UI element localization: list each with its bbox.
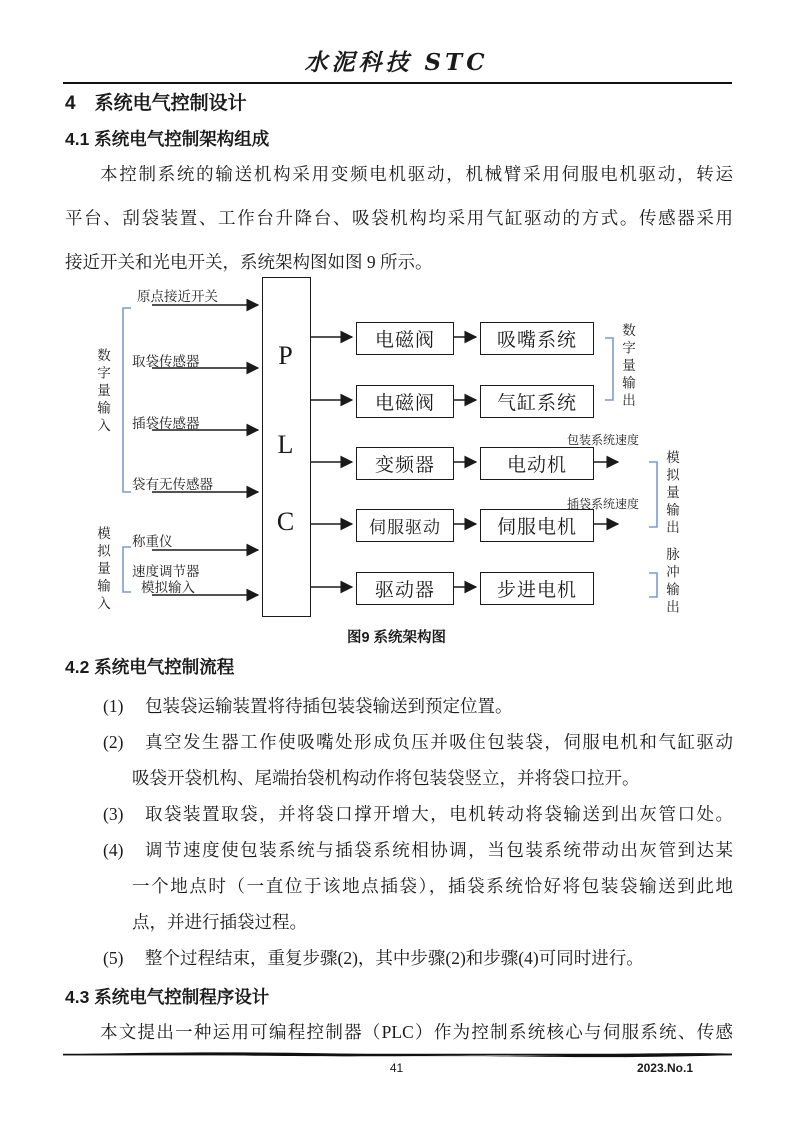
plc-letter-c: C <box>276 507 295 536</box>
section-4-1-heading: 4.1 系统电气控制架构组成 <box>65 129 270 149</box>
step-line <box>65 688 733 724</box>
step-number: (2) <box>103 732 124 752</box>
step-number: (5) <box>103 948 124 968</box>
step-number: (4) <box>103 840 124 860</box>
section-4-2-heading: 4.2 系统电气控制流程 <box>65 657 235 677</box>
section-4-3-heading: 4.3 系统电气控制程序设计 <box>65 987 270 1007</box>
input-label-pick-sensor: 取袋传感器 <box>132 354 200 369</box>
footer-page-number: 41 <box>389 1061 404 1075</box>
step-line <box>65 832 733 868</box>
header-divider <box>63 82 732 84</box>
driver-box-servo-drive: 伺服驱动 <box>356 509 454 542</box>
digital-output-group-label: 数字量输出 <box>620 323 635 411</box>
device-box-motor: 电动机 <box>480 447 594 480</box>
step-text: 点，并进行插袋过程。 <box>132 912 307 932</box>
input-label-insert-sensor: 插袋传感器 <box>132 416 200 431</box>
step-line <box>65 724 733 760</box>
footer-issue-label: 2023.No.1 <box>636 1061 693 1075</box>
driver-box-solenoid-2: 电磁阀 <box>356 385 454 418</box>
step-text: 取袋装置取袋，并将袋口撑开增大，电机转动将袋输送到出灰管口处。 <box>145 804 733 824</box>
input-label-bag-sensor: 袋有无传感器 <box>132 477 213 492</box>
input-label-origin-switch: 原点接近开关 <box>137 289 218 304</box>
journal-header-title: 水泥科技 STC <box>304 49 489 76</box>
input-label-analog-input: 模拟输入 <box>141 580 195 595</box>
step-text: 整个过程结束，重复步骤(2)，其中步骤(2)和步骤(4)可同时进行。 <box>145 948 644 968</box>
driver-box-solenoid-1: 电磁阀 <box>356 322 454 355</box>
system-architecture-figure <box>0 270 793 655</box>
step-number: (3) <box>103 804 124 824</box>
plc-letter-l: L <box>277 430 294 459</box>
packing-speed-label: 包装系统速度 <box>567 433 640 447</box>
analog-output-group-label: 模拟量输出 <box>664 450 679 538</box>
device-box-suction-system: 吸嘴系统 <box>480 322 594 355</box>
step-number: (1) <box>103 696 124 716</box>
digital-input-group-label: 数字量输入 <box>95 348 110 436</box>
step-line <box>65 796 733 832</box>
step-text: 调节速度使包装系统与插袋系统相协调，当包装系统带动出灰管到达某 <box>145 840 733 860</box>
control-flow-steps <box>65 688 733 976</box>
input-label-weigher: 称重仪 <box>132 534 173 549</box>
step-line <box>65 940 733 976</box>
section-4-heading: 4 系统电气控制设计 <box>65 93 247 114</box>
step-line <box>65 904 733 940</box>
figure-caption: 图9 系统架构图 <box>346 630 447 646</box>
driver-box-stepper-driver: 驱动器 <box>356 572 454 605</box>
plc-letter-p: P <box>278 341 293 370</box>
paragraph-line: 本文提出一种运用可编程控制器（PLC）作为控制系统核心与伺服系统、传感 <box>100 1022 733 1042</box>
device-box-servo-motor: 伺服电机 <box>480 509 594 542</box>
section-4-1-paragraph <box>65 152 733 284</box>
device-box-cylinder-system: 气缸系统 <box>480 385 594 418</box>
section-4-3-paragraph <box>65 1010 733 1054</box>
paragraph-line: 接近开关和光电开关，系统架构图如图 9 所示。 <box>65 252 433 272</box>
input-label-speed-regulator: 速度调节器 <box>132 564 200 579</box>
footer-divider <box>63 1050 732 1060</box>
paragraph-line: 平台、刮袋装置、工作台升降台、吸袋机构均采用气缸驱动的方式。传感器采用 <box>65 208 733 228</box>
step-text: 真空发生器工作使吸嘴处形成负压并吸住包装袋，伺服电机和气缸驱动 <box>145 732 733 752</box>
step-text: 包装袋运输装置将待插包装袋输送到预定位置。 <box>145 696 513 716</box>
driver-box-inverter: 变频器 <box>356 447 454 480</box>
inserting-speed-label: 插袋系统速度 <box>567 497 640 511</box>
step-line <box>65 868 733 904</box>
step-line <box>65 760 733 796</box>
paragraph-line: 本控制系统的输送机构采用变频电机驱动，机械臂采用伺服电机驱动，转运 <box>100 164 733 184</box>
step-text: 一个地点时（一直位于该地点插袋），插袋系统恰好将包装袋输送到此地 <box>132 876 733 896</box>
device-box-stepper-motor: 步进电机 <box>480 572 594 605</box>
input-arrows <box>152 305 258 595</box>
step-text: 吸袋开袋机构、尾端抬袋机构动作将包装袋竖立，并将袋口拉开。 <box>132 768 640 788</box>
pulse-output-group-label: 脉冲输出 <box>664 547 679 617</box>
analog-input-group-label: 模拟量输入 <box>95 526 110 614</box>
